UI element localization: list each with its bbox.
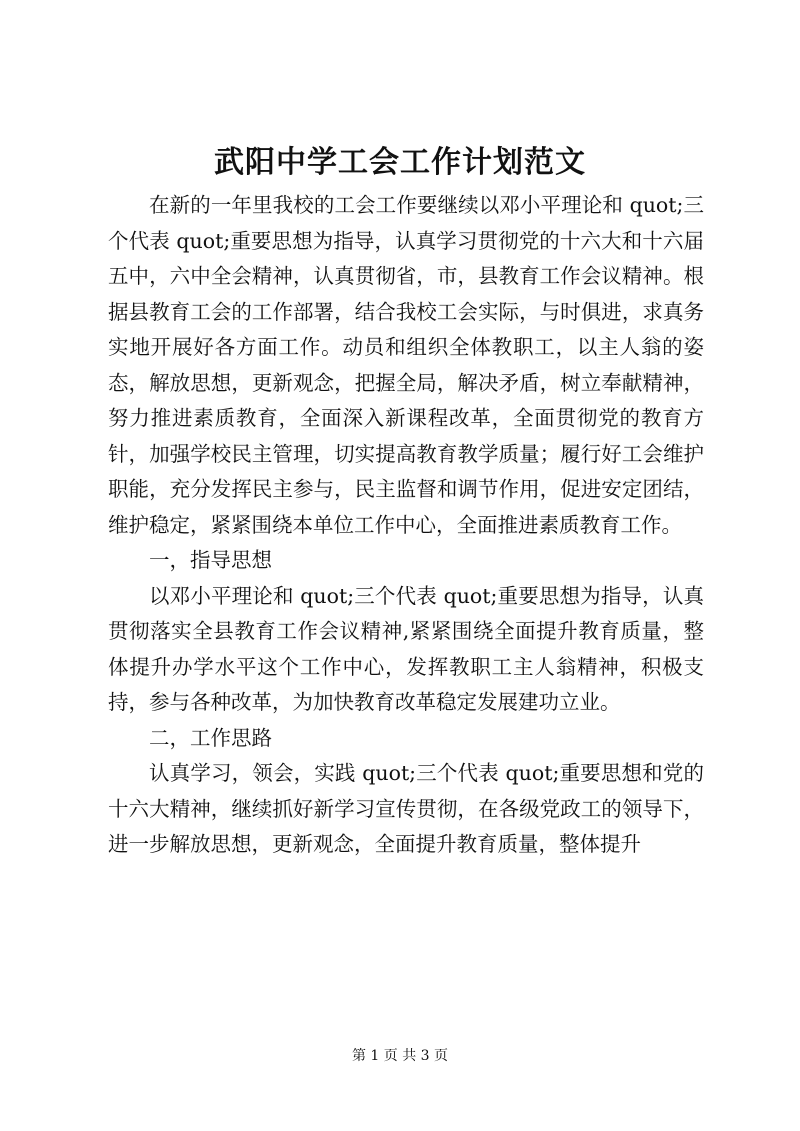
- intro-paragraph: 在新的一年里我校的工会工作要继续以邓小平理论和 quot;三个代表 quot;重要思想为指导，认真学习贯彻党的十六大和十六届五中，六中全会精神，认真贯彻省，市，县教育工作会议精神。根据县教育工会的工作部署，结合我校工会实际，与时俱进，求真务实地开展好各方面工作。动员和组织全体教职工，以主人翁的姿态，解放思想，更新观念，把握全局，解决矛盾，树立奉献精神，努力推进素质教育，全面深入新课程改革，全面贯彻党的教育方针，加强学校民主管理，切实提高教育教学质量；履行好工会维护职能，充分发挥民主参与，民主监督和调节作用，促进安定团结，维护稳定，紧紧围绕本单位工作中心，全面推进素质教育工作。: [108, 193, 704, 537]
- section-heading-work-approach: 二，工作思路: [149, 725, 272, 750]
- document-title: 武阳中学工会工作计划范文: [214, 145, 586, 180]
- page-number-footer: 第 1 页 共 3 页: [351, 1048, 449, 1064]
- guiding-ideology-paragraph: 以邓小平理论和 quot;三个代表 quot;重要思想为指导，认真贯彻落实全县教育工作会议精神,紧紧围绕全面提升教育质量，整体提升办学水平这个工作中心，发挥教职工主人翁精神，积极支持，参与各种改革，为加快教育改革稳定发展建功立业。: [108, 583, 704, 714]
- work-approach-paragraph: 认真学习，领会，实践 quot;三个代表 quot;重要思想和党的十六大精神，继续抓好新学习宣传贯彻，在各级党政工的领导下，进一步解放思想，更新观念，全面提升教育质量，整体提升: [108, 761, 704, 856]
- document-body: [108, 188, 704, 863]
- section-heading-guiding-ideology: 一，指导思想: [149, 548, 272, 572]
